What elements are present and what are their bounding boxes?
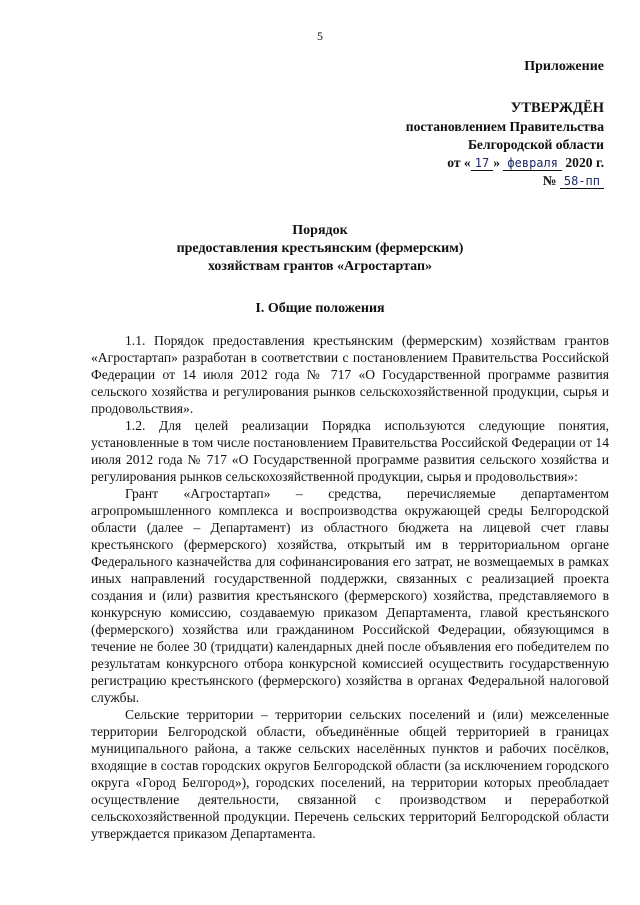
approval-date	[374, 154, 604, 172]
title-line-1: Порядок	[292, 223, 348, 238]
approval-number	[374, 172, 604, 190]
document-title	[0, 222, 640, 276]
number-prefix: №	[542, 173, 557, 188]
paragraph-rural-territories: Сельские территории – территории сельских поселений и (или) межселенные территории Белгородской области, объединённые общей территорией в границах муниципального района, а также сельских населённых пунктов и рабочих посёлков, входящие в состав городских округов Белгородской области (за исключением городского округа «Город Белгород»), городских поселений, на территории которых преобладает осуществление деятельности, связанной с производством и переработкой сельскохозяйственной продукции. Перечень сельских территорий Белгородской области утверждается приказом Департамента.	[91, 707, 609, 841]
paragraph-grant-definition: Грант «Агростартап» – средства, перечисляемые департаментом агропромышленного комплекса и воспроизводства окружающей среды Белгородской области (далее – Департамент) из областного бюджета на лицевой счет главы крестьянского (фермерского) хозяйства, открытый им в территориальном органе Федерального казначейства для софинансирования его затрат, не возмещаемых в рамках иных направлений государственной поддержки, связанных с реализацией проекта создания и (или) развития крестьянского (фермерского) хозяйства, представляемого в конкурсную комиссию, создаваемую приказом Департамента, главой крестьянского (фермерского) хозяйства или гражданином Российской Федерации, обязующимся в течение не более 30 (тридцати) календарных дней после объявления его победителем по результатам конкурсного отбора конкурсной комиссией осуществить государственную регистрацию крестьянского (фермерского) хозяйства в органах Федеральной налоговой службы.	[91, 486, 609, 705]
page-number: 5	[317, 29, 323, 43]
approval-line-1: постановлением Правительства	[405, 119, 604, 134]
section-heading: I. Общие положения	[255, 301, 385, 316]
date-prefix: от «	[447, 155, 471, 170]
approved-label: УТВЕРЖДЁН	[510, 100, 604, 116]
appendix-label: Приложение	[524, 59, 604, 74]
paragraph-1-2: 1.2. Для целей реализации Порядка используются следующие понятия, установленные в том числе постановлением Правительства Российской Федерации от 14 июля 2012 года № 717 «О Государственной программе развития сельского хозяйства и регулирования рынков сельскохозяйственной продукции, сырья и продовольствия»:	[91, 418, 609, 484]
approval-block	[374, 58, 604, 190]
date-year: 2020 г.	[565, 155, 604, 170]
approval-line-2: Белгородской области	[467, 137, 604, 152]
body-text	[91, 332, 609, 842]
number-value: 58-пп	[560, 174, 604, 189]
title-line-3: хозяйствам грантов «Агростартап»	[207, 259, 433, 274]
date-day: 17	[471, 156, 493, 171]
title-line-2: предоставления крестьянским (фермерским)	[176, 241, 464, 256]
paragraph-1-1: 1.1. Порядок предоставления крестьянским (фермерским) хозяйствам грантов «Агростартап» разработан в соответствии с постановлением Правительства Российской Федерации от 14 июля 2012 года № 717 «О Государственной программе развития сельского хозяйства и регулирования рынков сельскохозяйственной продукции, сырья и продовольствия».	[91, 333, 609, 416]
date-month: февраля	[503, 156, 562, 171]
date-mid: »	[493, 155, 500, 170]
